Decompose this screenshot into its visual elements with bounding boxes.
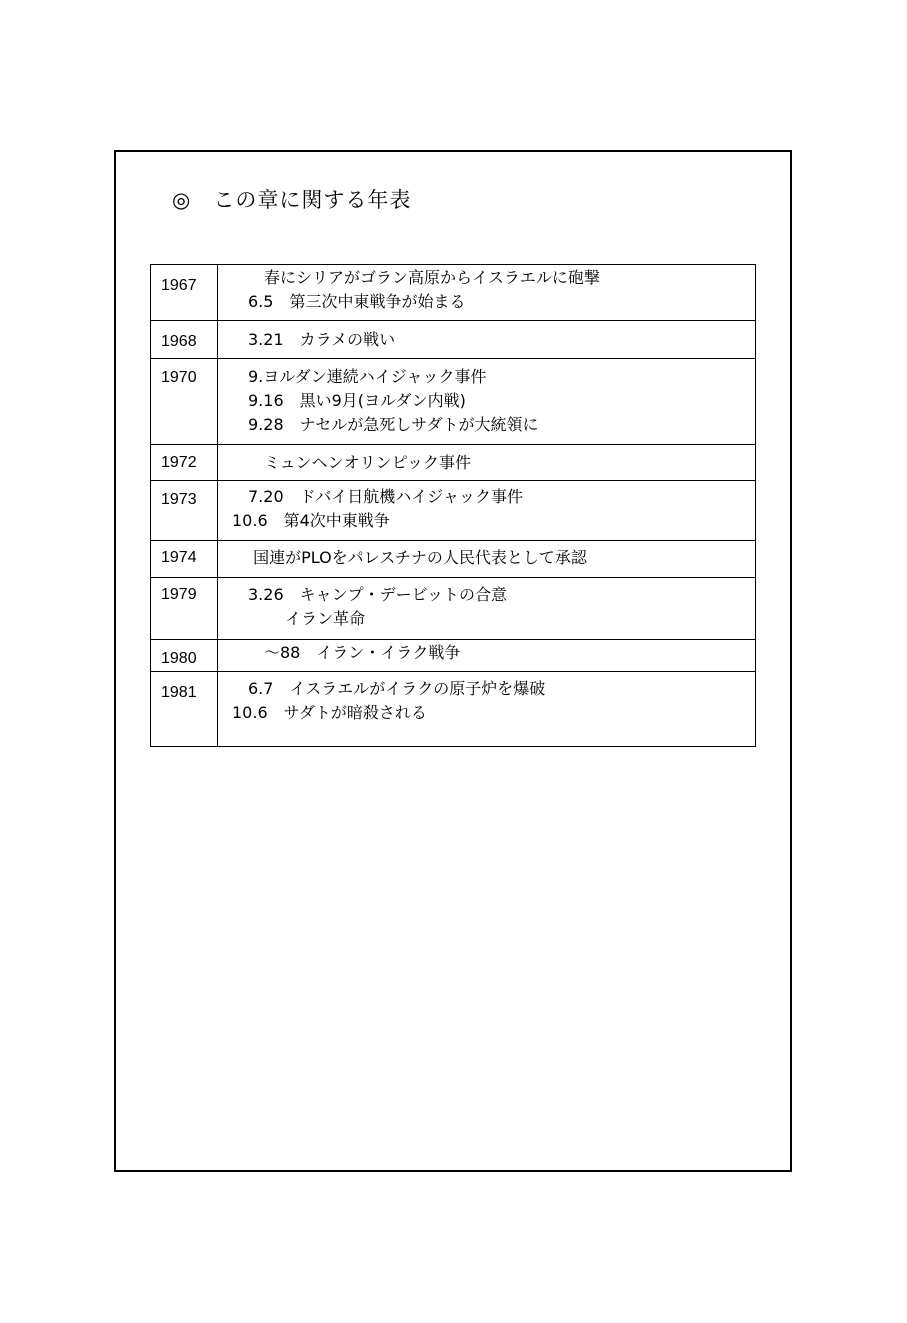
timeline-row xyxy=(151,672,756,747)
timeline-event: 10.6 第4次中東戦争 xyxy=(232,511,390,530)
timeline-event: イラン革命 xyxy=(232,609,366,628)
timeline-events xyxy=(218,445,756,481)
timeline-event: 7.20 ドバイ日航機ハイジャック事件 xyxy=(232,487,523,506)
timeline-event: 10.6 サダトが暗殺される xyxy=(232,703,427,722)
page-title xyxy=(172,186,411,214)
timeline-year: 1979 xyxy=(151,578,218,640)
timeline-event: 6.7 イスラエルがイラクの原子炉を爆破 xyxy=(232,679,546,698)
timeline-body xyxy=(151,265,756,747)
timeline-event: 3.21 カラメの戦い xyxy=(232,330,396,349)
timeline-row xyxy=(151,359,756,445)
timeline-event: 9.16 黒い9月(ヨルダン内戦) xyxy=(232,391,466,410)
timeline-event: 国連がPLOをパレスチナの人民代表として承認 xyxy=(232,548,587,567)
timeline-event: 3.26 キャンプ・デービットの合意 xyxy=(232,585,507,604)
timeline-events xyxy=(218,578,756,640)
timeline-year: 1981 xyxy=(151,672,218,747)
timeline-event: ミュンヘンオリンピック事件 xyxy=(232,453,472,472)
timeline-row xyxy=(151,640,756,672)
timeline-event: 6.5 第三次中東戦争が始まる xyxy=(232,292,466,311)
timeline-event: 9.ヨルダン連続ハイジャック事件 xyxy=(232,367,487,386)
timeline-event: 春にシリアがゴラン高原からイスラエルに砲撃 xyxy=(232,268,600,287)
timeline-events xyxy=(218,640,756,672)
timeline-year: 1970 xyxy=(151,359,218,445)
timeline-row xyxy=(151,481,756,541)
timeline-year: 1968 xyxy=(151,321,218,359)
timeline-event: ～88 イラン・イラク戦争 xyxy=(232,643,461,662)
timeline-row xyxy=(151,321,756,359)
timeline-events xyxy=(218,481,756,541)
timeline-row xyxy=(151,445,756,481)
timeline-events xyxy=(218,541,756,578)
timeline-events xyxy=(218,321,756,359)
double-circle-icon: ◎ xyxy=(172,188,192,212)
timeline-year: 1973 xyxy=(151,481,218,541)
timeline-year: 1972 xyxy=(151,445,218,481)
page-title-text: この章に関する年表 xyxy=(213,188,412,212)
timeline-year: 1967 xyxy=(151,265,218,321)
timeline-year: 1980 xyxy=(151,640,218,672)
timeline-event: 9.28 ナセルが急死しサダトが大統領に xyxy=(232,415,539,434)
timeline-year: 1974 xyxy=(151,541,218,578)
timeline-table xyxy=(150,264,756,747)
timeline-row xyxy=(151,541,756,578)
timeline-events xyxy=(218,265,756,321)
timeline-row xyxy=(151,265,756,321)
timeline-events xyxy=(218,359,756,445)
timeline-row xyxy=(151,578,756,640)
timeline-events xyxy=(218,672,756,747)
